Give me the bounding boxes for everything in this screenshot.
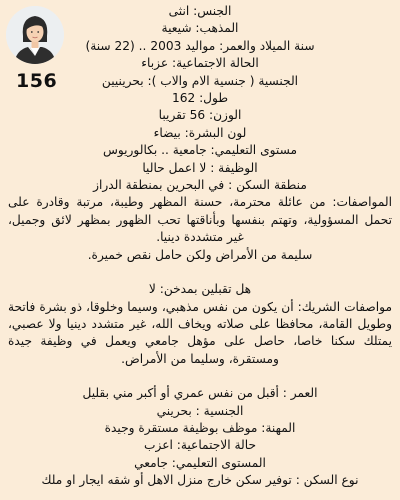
profile-id-number: 156	[16, 70, 58, 92]
job-line: الوظيفة : لا اعمل حاليا	[142, 160, 258, 175]
section-spacer	[8, 264, 392, 281]
description-paragraph: المواصفات: من عائلة محترمة، حسنة المظهر وطيبة، مرتبة وقادرة على تحمل المسؤولية، وتهتم بنفسها وبأناقتها تحب الظهور بمظهر لائق وجميل، غير متشددة دينيا.	[8, 195, 392, 245]
partner-housing-line: نوع السكن : توفير سكن خارج منزل الاهل أو شقه ايجار او ملك	[41, 473, 359, 488]
section-spacer	[8, 368, 392, 385]
sect-line: المذهب: شيعية	[161, 21, 239, 36]
profile-details	[8, 3, 392, 490]
partner-description-paragraph: مواصفات الشريك: أن يكون من نفس مذهبي، وسيما وخلوقا، ذو بشرة فاتحة وطويل القامة، محافظا على صلاته ويخاف الله، غير متشدد دينيا ولا عصبي، يمتلك سكنا خاصا، حاصل على مؤهل جامعي ويعمل في وظيفة جيدة ومستقرة، وسليما من الأمراض.	[8, 299, 392, 366]
smoker-line: هل تقبلين بمدخن: لا	[148, 282, 252, 297]
skin-line: لون البشرة: بيضاء	[153, 125, 247, 140]
partner-education-line: المستوى التعليمي: جامعي	[134, 455, 266, 470]
weight-line: الوزن: 56 تقريبا	[158, 108, 242, 123]
nationality-line: الجنسية ( جنسية الام والاب ): بحرينيين	[101, 73, 299, 88]
gender-line: الجنس: انثى	[168, 4, 232, 18]
residence-line: منطقة السكن : في البحرين بمنطقة الدراز	[93, 178, 307, 193]
education-line: مستوى التعليمي: جامعية .. بكالوريوس	[102, 143, 297, 158]
height-line: طول: 162	[171, 91, 229, 106]
partner-marital-status-line: حالة الاجتماعية: اعزب	[144, 438, 256, 453]
birth-line: سنة الميلاد والعمر: مواليد 2003 .. (22 سنة)	[85, 38, 315, 53]
marital-status-line: الحالة الاجتماعية: عزباء	[141, 56, 259, 71]
partner-nationality-line: الجنسية : بحريني	[156, 403, 244, 418]
health-line: سليمة من الأمراض ولكن حامل نقص خميرة.	[87, 247, 313, 262]
partner-age-line: العمر : أقبل من نفس عمري أو أكبر مني بقليل	[82, 386, 318, 401]
partner-profession-line: المهنة: موظف بوظيفة مستقرة وجيدة	[104, 420, 296, 435]
